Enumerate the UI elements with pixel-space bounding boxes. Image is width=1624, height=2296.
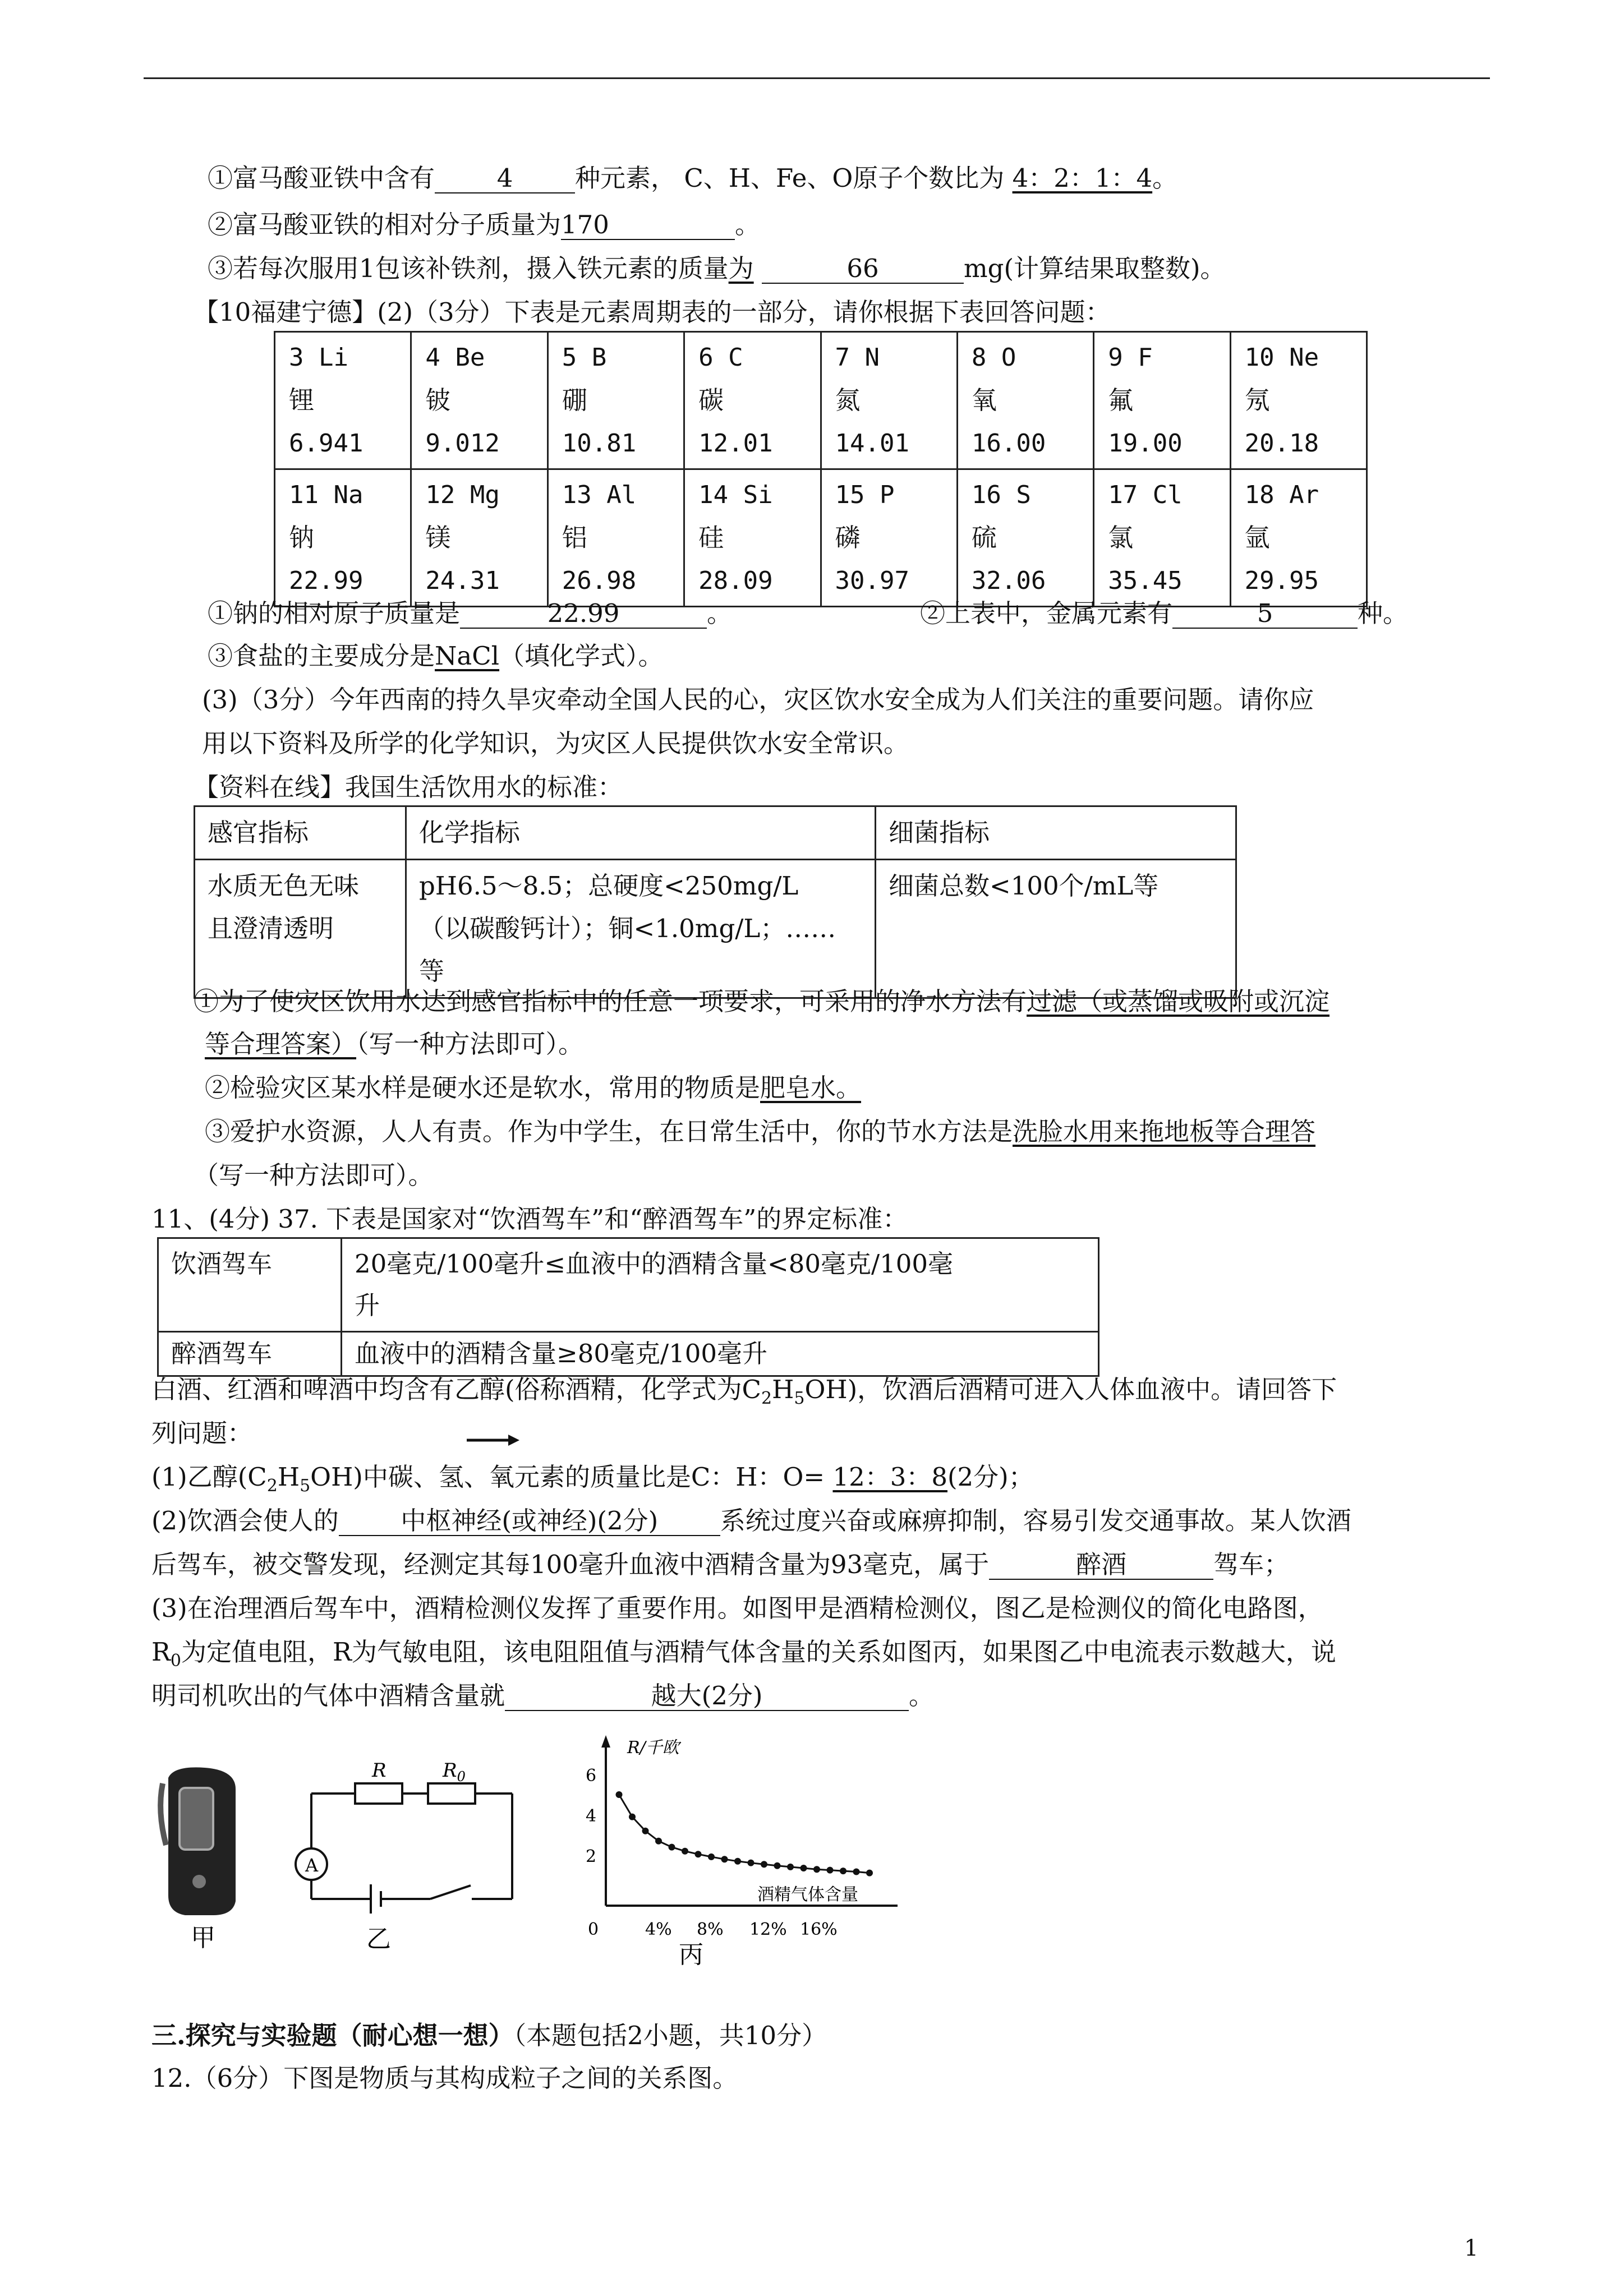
q10-answer2 xyxy=(920,597,1408,630)
text: 种元素， C、H、Fe、O原子个数比为 xyxy=(575,163,1005,193)
label-r0: $R_0$ xyxy=(443,1760,466,1785)
data-point xyxy=(629,1814,636,1820)
x-tick-label: 16% xyxy=(800,1920,838,1939)
text: 种。 xyxy=(1358,598,1409,628)
data-point xyxy=(813,1866,820,1873)
q10-intro: 【10福建宁德】(2)（3分）下表是元素周期表的一部分，请你根据下表回答问题： xyxy=(194,297,1111,327)
text: ③爱护水资源，人人有责。作为中学生，在日常生活中，你的节水方法是 xyxy=(205,1117,1013,1146)
data-point xyxy=(695,1851,702,1857)
element-cell: 8 O 氧 16.00 xyxy=(957,332,1093,469)
table-header: 细菌指标 xyxy=(876,806,1236,860)
text: （填化学式）。 xyxy=(499,641,664,671)
text: ①为了使灾区饮用水达到感官指标中的任意一项要求，可采用的净水方法有 xyxy=(194,986,1027,1016)
resistance-chart xyxy=(567,1727,926,1968)
element-cell: 4 Be 铍 9.012 xyxy=(411,332,548,469)
q11-paragraph-1: 白酒、红酒和啤酒中均含有乙醇(俗称酒精，化学式为$C_2H_5OH$)，饮酒后酒精可进入人体血液中。请回答下 xyxy=(151,1375,1337,1408)
drink-driving-table xyxy=(157,1237,1099,1377)
data-point xyxy=(801,1865,807,1871)
element-cell: 15 P 磷 30.97 xyxy=(821,469,957,607)
y-tick-label: 4 xyxy=(586,1806,597,1826)
section3-title: 三.探究与实验题（耐心想一想）（本题包括2小题，共10分） xyxy=(151,2021,827,2050)
data-point xyxy=(734,1858,741,1865)
q11-sub2: (2)饮酒会使人的 中枢神经(或神经)(2分) 系统过度兴奋或麻痹抑制，容易引发交通事故。某人饮酒 xyxy=(151,1506,1351,1536)
q3-answer2 xyxy=(205,1071,861,1105)
table-row xyxy=(195,806,1236,860)
answer-blank: 22.99 xyxy=(460,600,707,629)
data-point xyxy=(655,1838,662,1845)
element-cell: 11 Na 钠 22.99 xyxy=(275,469,411,607)
element-cell: 7 N 氮 14.01 xyxy=(821,332,957,469)
data-point xyxy=(761,1861,767,1868)
text: ①富马酸亚铁中含有 xyxy=(208,163,435,193)
q-prev-line2 xyxy=(208,208,760,242)
table-cell: 醉酒驾车 xyxy=(158,1332,342,1376)
q11-sub3-cont: $R_0$为定值电阻，R为气敏电阻，该电阻阻值与酒精气体含量的关系如图丙，如果图乙中电流表示数越大，说 xyxy=(151,1637,1336,1671)
y-tick-label: 2 xyxy=(586,1847,597,1866)
data-point xyxy=(774,1862,781,1869)
answer: 12：3：8 xyxy=(832,1462,947,1492)
text: ①钠的相对原子质量是 xyxy=(208,598,461,628)
label-r: R xyxy=(372,1760,387,1782)
q11-paragraph-2: 列问题： xyxy=(151,1418,253,1448)
data-point xyxy=(708,1854,715,1860)
answer-blank: 越大(2分) xyxy=(505,1682,909,1711)
figure-label-bing: 丙 xyxy=(679,1940,703,1968)
q10-answer3 xyxy=(208,639,664,673)
resistor-r0 xyxy=(428,1783,475,1804)
answer-blank: 醉酒 xyxy=(989,1551,1213,1580)
figure-label-jia: 甲 xyxy=(191,1924,215,1952)
text: ③若每次服用1包该补铁剂，摄入铁元素的质量 xyxy=(208,253,729,283)
data-point xyxy=(748,1860,755,1866)
q3-answer1 xyxy=(194,985,1329,1018)
table-header: 感官指标 xyxy=(195,806,406,860)
q3-paragraph-2: 用以下资料及所学的化学知识，为灾区人民提供饮水安全常识。 xyxy=(202,729,909,758)
table-header: 化学指标 xyxy=(406,806,876,860)
answer: 肥皂水。 xyxy=(760,1073,862,1103)
q-prev-line1 xyxy=(208,162,1177,195)
table-cell: 水质无色无味 且澄清透明 xyxy=(195,860,406,998)
answer-blank: 66 xyxy=(762,255,964,284)
element-cell: 17 Cl 氯 35.45 xyxy=(1094,469,1230,607)
element-cell: 5 B 硼 10.81 xyxy=(548,332,684,469)
element-cell: 16 S 硫 32.06 xyxy=(957,469,1093,607)
element-cell: 10 Ne 氖 20.18 xyxy=(1230,332,1367,469)
element-cell: 18 Ar 氩 29.95 xyxy=(1230,469,1367,607)
data-point xyxy=(827,1867,834,1874)
table-row xyxy=(158,1238,1099,1332)
data-point xyxy=(642,1828,649,1834)
x-tick-label: 4% xyxy=(645,1920,672,1939)
answer-blank: 中枢神经(或神经)(2分) xyxy=(339,1507,720,1536)
data-point xyxy=(682,1848,688,1855)
y-tick-label: 6 xyxy=(586,1766,597,1786)
q11-sub3: (3)在治理酒后驾车中，酒精检测仪发挥了重要作用。如图甲是酒精检测仪，图乙是检测仪的简化电路图， xyxy=(151,1593,1323,1623)
answer-blank: 4 xyxy=(435,164,575,193)
table-cell: 细菌总数<100个/mL等 xyxy=(876,860,1236,998)
y-axis-label: R/千欧 xyxy=(627,1738,679,1758)
text: ②检验灾区某水样是硬水还是软水，常用的物质是 xyxy=(205,1073,761,1103)
x-tick-label: 12% xyxy=(749,1920,787,1939)
element-cell: 3 Li 锂 6.941 xyxy=(275,332,411,469)
answer-blank: 5 xyxy=(1172,600,1358,629)
table-row xyxy=(275,469,1367,607)
answer-blank: NaCl xyxy=(435,641,500,671)
data-point xyxy=(853,1869,860,1875)
text: 。 xyxy=(1152,163,1178,193)
x-tick-label: 8% xyxy=(697,1920,724,1939)
q11-sub2-cont: 后驾车，被交警发现，经测定其每100毫升血液中酒精含量为93毫克，属于 醉酒 驾车； xyxy=(151,1550,1290,1579)
q11-sub1: (1)乙醇$(C_2H_5OH)$中碳、氢、氧元素的质量比是C：H：O= 12：3：8(2分)； xyxy=(151,1462,1034,1496)
y-axis-arrow xyxy=(601,1735,610,1748)
text: mg(计算结果取整数)。 xyxy=(963,253,1226,283)
table-row xyxy=(158,1332,1099,1376)
text: （写一种方法即可）。 xyxy=(356,1029,584,1059)
data-point xyxy=(721,1856,728,1862)
q10-answer1 xyxy=(208,597,732,630)
breathalyzer-screen xyxy=(180,1788,213,1850)
table-row xyxy=(275,332,1367,469)
q11-sub3-cont2: 明司机吹出的气体中酒精含量就 越大(2分) 。 xyxy=(151,1681,935,1711)
data-point xyxy=(669,1844,675,1851)
breathalyzer-button xyxy=(192,1875,206,1888)
x-axis-label: 酒精气体含量 xyxy=(757,1885,858,1905)
q11-title: 11、(4分) 37. 下表是国家对“饮酒驾车”和“醉酒驾车”的界定标准： xyxy=(151,1204,908,1234)
data-online-title: 【资料在线】我国生活饮用水的标准： xyxy=(194,772,623,802)
arrow-icon xyxy=(464,1433,521,1447)
element-cell: 9 F 氟 19.00 xyxy=(1094,332,1230,469)
answer: 过滤（或蒸馏或吸附或沉淀 xyxy=(1027,986,1330,1016)
text: ②富马酸亚铁的相对分子质量为 xyxy=(208,210,562,239)
resistor-r xyxy=(355,1783,402,1804)
switch-icon xyxy=(430,1885,471,1899)
x-tick-label: 0 xyxy=(588,1920,599,1939)
page-number: 1 xyxy=(1464,2235,1479,2261)
q-prev-line3 xyxy=(208,252,1226,285)
table-cell: pH6.5～8.5；总硬度<250mg/L （以碳酸钙计）；铜<1.0mg/L；…… 等 xyxy=(406,860,876,998)
q3-answer3-cont: （写一种方法即可）。 xyxy=(194,1160,434,1190)
table-row xyxy=(195,860,1236,998)
text: 。 xyxy=(707,598,733,628)
q12-text: 12.（6分）下图是物质与其构成粒子之间的关系图。 xyxy=(151,2063,738,2093)
data-point xyxy=(787,1864,794,1870)
answer: 等合理答案） xyxy=(205,1029,357,1059)
breathalyzer-figure xyxy=(151,1761,258,1952)
figure-label-yi: 乙 xyxy=(366,1925,391,1953)
q3-answer1-cont xyxy=(205,1027,583,1061)
answer: 洗脸水用来拖地板等合理答 xyxy=(1013,1117,1316,1146)
q3-answer3 xyxy=(205,1115,1315,1149)
water-standard-table xyxy=(194,805,1237,999)
table-cell: 饮酒驾车 xyxy=(158,1238,342,1332)
text: ③食盐的主要成分是 xyxy=(208,641,435,671)
ammeter-label: A xyxy=(305,1855,319,1876)
answer-ratio: 4：2：1：4 xyxy=(1012,163,1153,193)
text: 为 xyxy=(728,253,754,283)
data-point xyxy=(616,1791,623,1798)
table-cell: 血液中的酒精含量≥80毫克/100毫升 xyxy=(342,1332,1099,1376)
text: 。 xyxy=(735,210,761,239)
data-point xyxy=(866,1870,873,1877)
series-line xyxy=(619,1795,870,1873)
circuit-figure xyxy=(283,1760,530,1956)
data-point xyxy=(840,1868,846,1874)
element-cell: 14 Si 硅 28.09 xyxy=(684,469,821,607)
text: ②上表中，金属元素有 xyxy=(920,598,1173,628)
answer-blank: 170 xyxy=(561,211,735,240)
periodic-table xyxy=(274,331,1368,607)
element-cell: 6 C 碳 12.01 xyxy=(684,332,821,469)
breathalyzer-edge xyxy=(160,1783,166,1845)
table-cell: 20毫克/100毫升≤血液中的酒精含量<80毫克/100毫 升 xyxy=(342,1238,1099,1332)
element-cell: 12 Mg 镁 24.31 xyxy=(411,469,548,607)
element-cell: 13 Al 铝 26.98 xyxy=(548,469,684,607)
header-rule xyxy=(144,77,1490,79)
q3-paragraph-1: (3)（3分）今年西南的持久旱灾牵动全国人民的心，灾区饮水安全成为人们关注的重要问题。请你应 xyxy=(202,685,1314,714)
